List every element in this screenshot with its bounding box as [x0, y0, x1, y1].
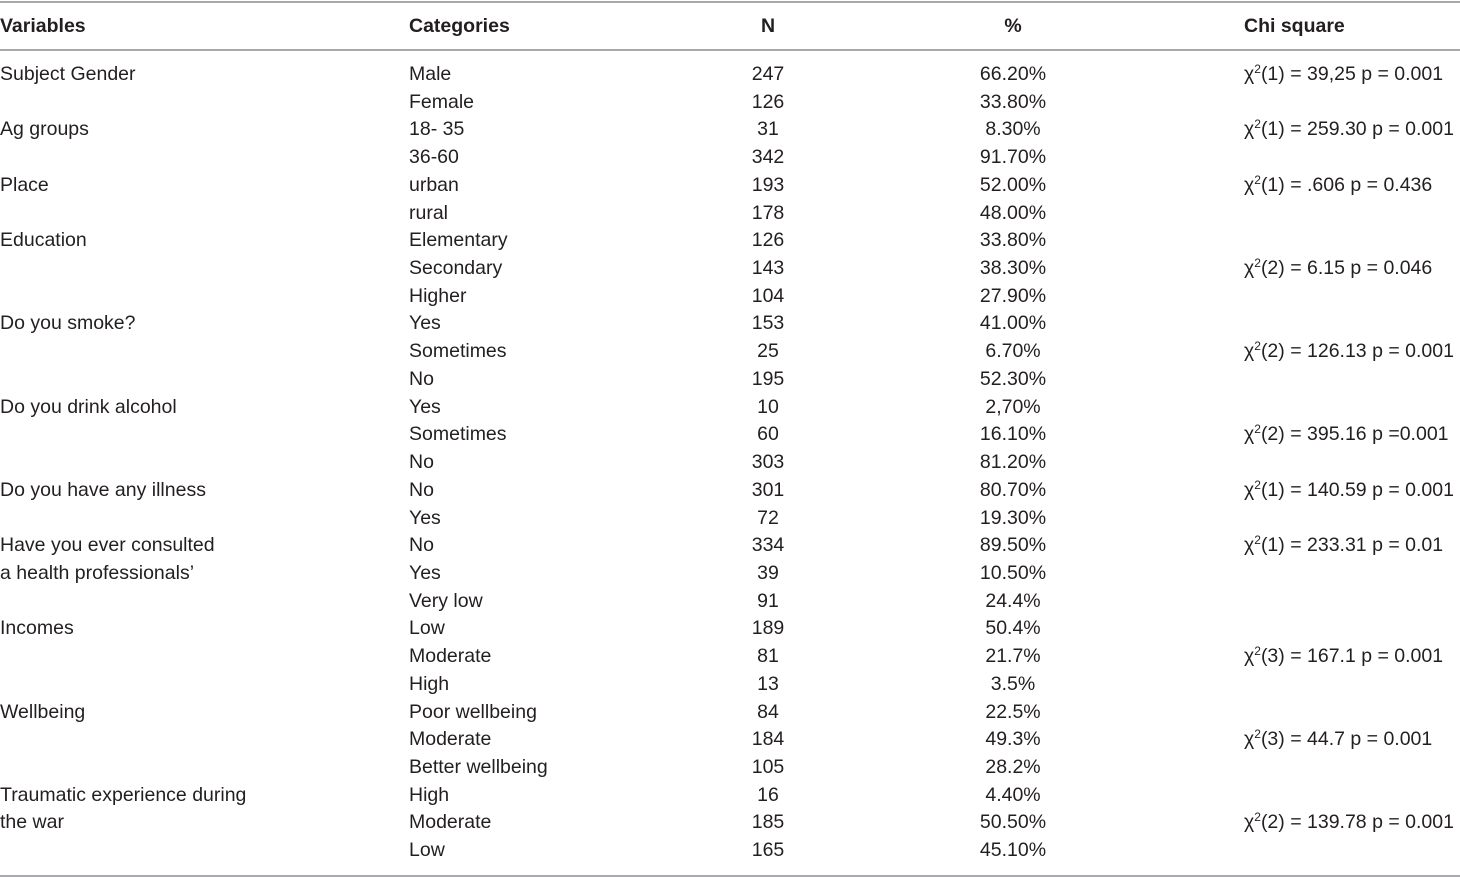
table-row: [0, 421, 1460, 449]
chi-symbol: χ: [1244, 173, 1255, 196]
percent-cell: 66.20%: [979, 63, 1047, 85]
chi-symbol: χ: [1244, 118, 1255, 141]
n-cell: 342: [751, 146, 785, 169]
category-cell: Sometimes: [409, 340, 507, 363]
variable-cell: Do you have any illness: [0, 478, 206, 501]
category-cell: Moderate: [409, 728, 492, 751]
chi-statistic: = 139.78 p = 0.001: [1284, 811, 1454, 834]
table-row: [0, 809, 1460, 837]
percent-cell: 33.80%: [979, 229, 1047, 252]
percent-cell: 19.30%: [979, 506, 1047, 529]
percent-cell: 4.40%: [985, 783, 1041, 806]
chi-superscript: 2: [1254, 256, 1261, 271]
chi-superscript: 2: [1254, 339, 1261, 354]
category-cell: Elementary: [409, 229, 508, 252]
category-cell: urban: [409, 173, 459, 196]
chi-df: (1): [1260, 173, 1285, 196]
table-body: [0, 61, 1460, 865]
percent-cell: 27.90%: [979, 284, 1047, 307]
chi-symbol: χ: [1244, 423, 1255, 446]
chi-symbol: χ: [1244, 728, 1255, 751]
percent-cell: 10.50%: [979, 561, 1047, 584]
category-cell: No: [409, 534, 434, 557]
percent-cell: 52.00%: [979, 173, 1047, 196]
n-cell: 193: [751, 173, 785, 196]
header-variables: Variables: [0, 15, 86, 37]
n-cell: 126: [751, 229, 785, 252]
n-cell: 25: [757, 340, 779, 363]
table-row: [0, 116, 1460, 144]
chi-square-cell: [1244, 338, 1454, 366]
table-row: [0, 643, 1460, 671]
variable-cell: Do you drink alcohol: [0, 395, 177, 418]
percent-cell: 3.5%: [990, 672, 1036, 695]
chi-symbol: χ: [1244, 811, 1255, 834]
percent-cell: 52.30%: [979, 367, 1047, 390]
chi-square-cell: [1244, 809, 1454, 837]
table-row: [0, 255, 1460, 283]
category-cell: Very low: [409, 589, 483, 612]
chi-square-cell: [1244, 477, 1454, 505]
table-row: [0, 338, 1460, 366]
table-row: [0, 782, 1460, 810]
n-cell: 143: [751, 257, 785, 280]
percent-cell: 2,70%: [985, 395, 1041, 418]
table-row: [0, 283, 1460, 311]
percent-cell: 91.70%: [979, 146, 1047, 169]
percent-cell: 89.50%: [979, 534, 1047, 557]
chi-statistic: = 167.1 p = 0.001: [1284, 645, 1444, 668]
category-cell: No: [409, 451, 434, 474]
table-row: [0, 172, 1460, 200]
category-cell: High: [409, 783, 450, 806]
table-row: [0, 61, 1460, 89]
category-cell: 36-60: [409, 146, 459, 169]
table-row: [0, 227, 1460, 255]
chi-df: (2): [1260, 257, 1285, 280]
variable-cell: Do you smoke?: [0, 312, 136, 335]
chi-symbol: χ: [1244, 534, 1255, 557]
n-cell: 39: [757, 561, 779, 584]
percent-cell: 80.70%: [979, 478, 1047, 501]
header-percent: %: [1004, 15, 1022, 37]
chi-df: (1): [1260, 63, 1285, 85]
chi-superscript: 2: [1254, 62, 1261, 76]
n-cell: 178: [751, 201, 785, 224]
chi-symbol: χ: [1244, 478, 1255, 501]
percent-cell: 21.7%: [985, 645, 1041, 668]
category-cell: 18- 35: [409, 118, 465, 141]
percent-cell: 24.4%: [985, 589, 1041, 612]
table-row: [0, 671, 1460, 699]
table-row: [0, 837, 1460, 865]
chi-square-cell: [1244, 421, 1449, 449]
chi-df: (1): [1260, 478, 1285, 501]
chi-superscript: 2: [1254, 117, 1261, 132]
chi-superscript: 2: [1254, 727, 1261, 742]
header-categories: Categories: [409, 15, 510, 37]
header-n: N: [760, 15, 776, 37]
chi-statistic: = 140.59 p = 0.001: [1284, 478, 1454, 501]
chi-statistic: = .606 p = 0.436: [1284, 173, 1433, 196]
table-header-rule: [0, 49, 1460, 51]
n-cell: 10: [757, 395, 779, 418]
percent-cell: 41.00%: [979, 312, 1047, 335]
chi-statistic: = 39,25 p = 0.001: [1284, 63, 1444, 85]
chi-statistic: = 395.16 p =0.001: [1284, 423, 1449, 446]
variable-cell: Education: [0, 229, 87, 252]
variable-cell: Place: [0, 173, 49, 196]
category-cell: No: [409, 478, 434, 501]
table-row: [0, 366, 1460, 394]
chi-df: (3): [1260, 728, 1285, 751]
n-cell: 334: [751, 534, 785, 557]
percent-cell: 38.30%: [979, 257, 1047, 280]
category-cell: No: [409, 367, 434, 390]
table-header: [0, 0, 1460, 50]
percent-cell: 28.2%: [985, 755, 1041, 778]
percent-cell: 8.30%: [985, 118, 1041, 141]
table-row: [0, 754, 1460, 782]
chi-df: (2): [1260, 340, 1285, 363]
chi-df: (1): [1260, 118, 1285, 141]
category-cell: Moderate: [409, 811, 492, 834]
n-cell: 189: [751, 617, 785, 640]
percent-cell: 48.00%: [979, 201, 1047, 224]
chi-superscript: 2: [1254, 422, 1261, 437]
variable-cell: Have you ever consulted: [0, 534, 215, 557]
n-cell: 81: [757, 645, 779, 668]
chi-square-cell: [1244, 116, 1454, 144]
chi-superscript: 2: [1254, 644, 1261, 659]
table-row: [0, 89, 1460, 117]
chi-superscript: 2: [1254, 533, 1261, 548]
percent-cell: 6.70%: [985, 340, 1041, 363]
n-cell: 153: [751, 312, 785, 335]
table-row: [0, 505, 1460, 533]
n-cell: 247: [751, 63, 785, 85]
chi-df: (3): [1260, 645, 1285, 668]
category-cell: Yes: [409, 395, 441, 418]
n-cell: 84: [757, 700, 779, 723]
category-cell: Yes: [409, 312, 441, 335]
percent-cell: 16.10%: [979, 423, 1047, 446]
chi-statistic: = 233.31 p = 0.01: [1284, 534, 1444, 557]
variable-cell: Traumatic experience during: [0, 783, 247, 806]
n-cell: 104: [751, 284, 785, 307]
variable-cell: Wellbeing: [0, 700, 86, 723]
table-row: [0, 394, 1460, 422]
chi-square-cell: [1244, 172, 1432, 200]
category-cell: Male: [409, 63, 452, 85]
percent-cell: 22.5%: [985, 700, 1041, 723]
chi-square-cell: [1244, 61, 1443, 89]
chi-statistic: = 6.15 p = 0.046: [1284, 257, 1433, 280]
table-row: [0, 477, 1460, 505]
chi-symbol: χ: [1244, 340, 1255, 363]
table-row: [0, 615, 1460, 643]
n-cell: 185: [751, 811, 785, 834]
n-cell: 126: [751, 90, 785, 113]
category-cell: High: [409, 672, 450, 695]
chi-square-cell: [1244, 532, 1443, 560]
chi-statistic: = 44.7 p = 0.001: [1284, 728, 1433, 751]
chi-df: (2): [1260, 811, 1285, 834]
variable-cell: Ag groups: [0, 118, 89, 141]
category-cell: Poor wellbeing: [409, 700, 537, 723]
percent-cell: 33.80%: [979, 90, 1047, 113]
chi-superscript: 2: [1254, 172, 1261, 187]
n-cell: 31: [757, 118, 779, 141]
variable-cell: a health professionals’: [0, 561, 195, 584]
chi-symbol: χ: [1244, 257, 1255, 280]
table-row: [0, 144, 1460, 172]
n-cell: 303: [751, 451, 785, 474]
percent-cell: 49.3%: [985, 728, 1041, 751]
table-row: [0, 449, 1460, 477]
header-chi-square: Chi square: [1244, 15, 1345, 37]
percent-cell: 81.20%: [979, 451, 1047, 474]
chi-symbol: χ: [1244, 63, 1255, 85]
chi-superscript: 2: [1254, 477, 1261, 492]
chi-statistic: = 126.13 p = 0.001: [1284, 340, 1454, 363]
category-cell: Sometimes: [409, 423, 507, 446]
percent-cell: 50.4%: [985, 617, 1041, 640]
category-cell: Secondary: [409, 257, 503, 280]
n-cell: 16: [757, 783, 779, 806]
category-cell: rural: [409, 201, 449, 224]
chi-square-cell: [1244, 255, 1432, 283]
chi-square-cell: [1244, 726, 1432, 754]
category-cell: Low: [409, 839, 445, 862]
n-cell: 60: [757, 423, 779, 446]
n-cell: 91: [757, 589, 779, 612]
variable-cell: Subject Gender: [0, 63, 136, 85]
category-cell: Higher: [409, 284, 467, 307]
n-cell: 105: [751, 755, 785, 778]
variable-cell: Incomes: [0, 617, 74, 640]
n-cell: 195: [751, 367, 785, 390]
chi-statistic: = 259.30 p = 0.001: [1284, 118, 1454, 141]
table-row: [0, 699, 1460, 727]
category-cell: Low: [409, 617, 445, 640]
chi-df: (2): [1260, 423, 1285, 446]
n-cell: 301: [751, 478, 785, 501]
chi-symbol: χ: [1244, 645, 1255, 668]
category-cell: Yes: [409, 506, 441, 529]
table-row: [0, 200, 1460, 228]
table-row: [0, 310, 1460, 338]
n-cell: 184: [751, 728, 785, 751]
variable-cell: the war: [0, 811, 64, 834]
category-cell: Better wellbeing: [409, 755, 548, 778]
n-cell: 13: [757, 672, 779, 695]
category-cell: Yes: [409, 561, 441, 584]
chi-superscript: 2: [1254, 810, 1261, 825]
table-row: [0, 588, 1460, 616]
percent-cell: 45.10%: [979, 839, 1047, 862]
n-cell: 72: [757, 506, 779, 529]
chi-df: (1): [1260, 534, 1285, 557]
category-cell: Female: [409, 90, 475, 113]
chi-square-cell: [1244, 643, 1443, 671]
n-cell: 165: [751, 839, 785, 862]
table-row: [0, 560, 1460, 588]
table-row: [0, 726, 1460, 754]
category-cell: Moderate: [409, 645, 492, 668]
percent-cell: 50.50%: [979, 811, 1047, 834]
table-row: [0, 532, 1460, 560]
